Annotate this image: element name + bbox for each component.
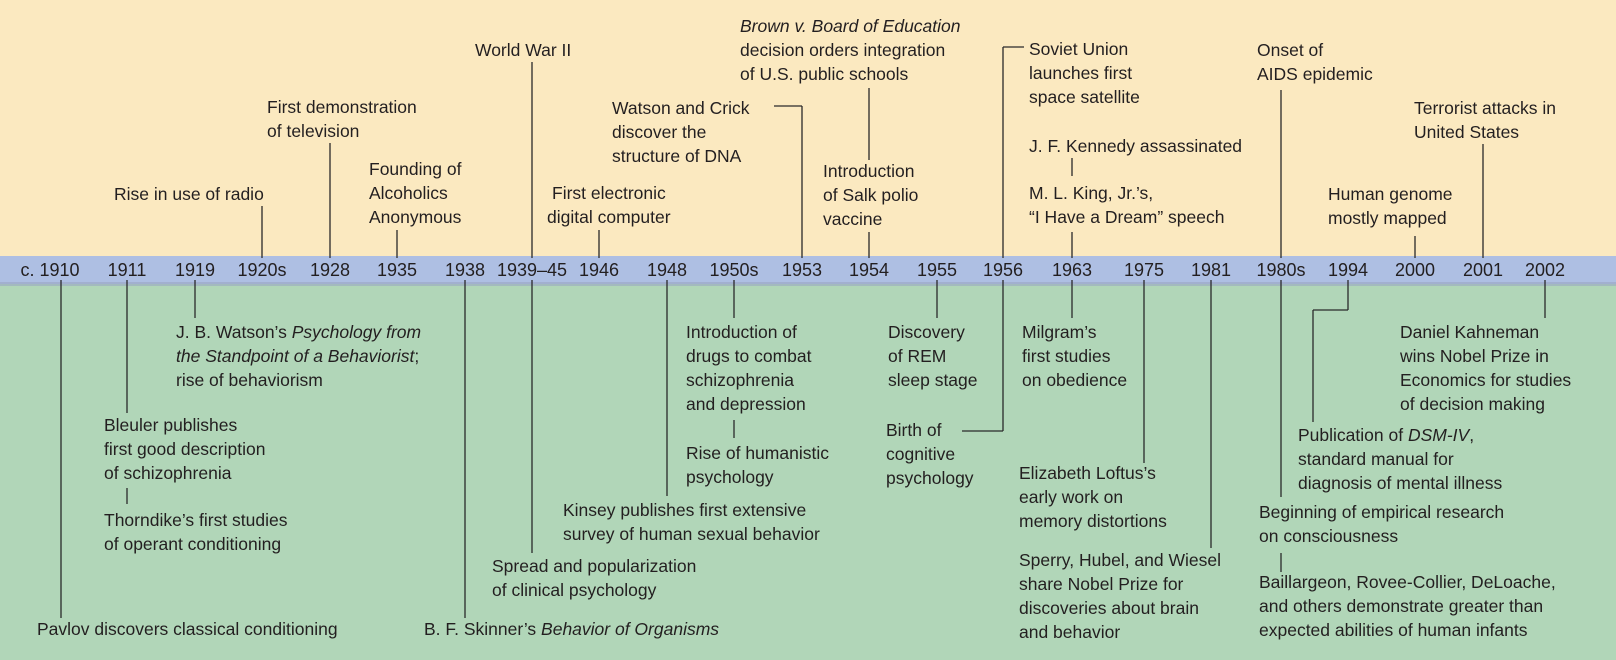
event-line: survey of human sexual behavior (563, 524, 820, 544)
event-king (1029, 181, 1225, 229)
event-line: share Nobel Prize for (1019, 574, 1184, 594)
tick-label: 1948 (646, 260, 688, 280)
event-line: AIDS epidemic (1257, 64, 1373, 84)
event-text-italic: Psychology from (291, 322, 422, 342)
event-line: rise of behaviorism (176, 370, 323, 390)
event-line: Thorndike’s first studies (104, 510, 288, 530)
event-line: of television (267, 121, 360, 141)
event-line: Founding of (369, 159, 462, 179)
event-line: First electronic (552, 183, 666, 203)
tick-label: 1994 (1327, 260, 1369, 280)
event-bleuler (104, 413, 265, 485)
event-line: of operant conditioning (104, 534, 282, 554)
event-text: Publication of (1298, 425, 1408, 445)
event-skinner (424, 617, 719, 641)
event-line: wins Nobel Prize in (1400, 346, 1549, 366)
event-line: space satellite (1029, 87, 1140, 107)
event-pavlov (37, 617, 338, 641)
event-dna (612, 96, 749, 168)
event-kennedy (1029, 134, 1242, 158)
event-line: schizophrenia (686, 370, 794, 390)
event-line: Birth of (886, 420, 942, 440)
event-line: early work on (1019, 487, 1124, 507)
event-line: drugs to combat (686, 346, 812, 366)
tick-label: 1956 (982, 260, 1024, 280)
event-line: Daniel Kahneman (1400, 322, 1540, 342)
event-line: launches first (1029, 63, 1133, 83)
event-clinical (492, 554, 696, 602)
event-line: Beginning of empirical research (1259, 502, 1505, 522)
event-line: Introduction (823, 161, 915, 181)
event-line: vaccine (823, 209, 883, 229)
tick-label: 1980s (1256, 260, 1306, 280)
event-line (176, 344, 421, 368)
event-salk (823, 159, 918, 231)
event-loftus (1019, 461, 1167, 533)
event-line: of U.S. public schools (740, 64, 909, 84)
tick-label: 2000 (1394, 260, 1436, 280)
event-text: ; (414, 346, 420, 366)
event-line: First demonstration (267, 97, 417, 117)
tick-label: 1939–45 (496, 260, 568, 280)
event-line: discover the (612, 122, 707, 142)
event-line: Sperry, Hubel, and Wiesel (1019, 550, 1221, 570)
event-line: Soviet Union (1029, 39, 1129, 59)
event-line: of Salk polio (823, 185, 919, 205)
event-text: , (1469, 425, 1475, 445)
tick-label: 1950s (709, 260, 759, 280)
event-kahneman (1400, 320, 1571, 416)
event-line: and behavior (1019, 622, 1121, 642)
event-line: Brown v. Board of Education (740, 16, 961, 36)
tick-label: 1935 (376, 260, 418, 280)
event-rem (888, 320, 978, 392)
tick-label: 1954 (848, 260, 890, 280)
event-dsm (1298, 423, 1502, 495)
event-infants (1259, 570, 1556, 642)
event-humanistic (686, 441, 829, 489)
event-line: Anonymous (369, 207, 462, 227)
event-genome (1328, 182, 1453, 230)
tick-label: 1911 (107, 260, 147, 280)
event-brown (740, 14, 961, 86)
tick-label: 1938 (444, 260, 486, 280)
event-line: Pavlov discovers classical conditioning (37, 619, 338, 639)
event-line: Introduction of (686, 322, 797, 342)
event-aids (1257, 38, 1373, 86)
tick-label: 1981 (1190, 260, 1232, 280)
tick-label: 1946 (578, 260, 620, 280)
event-line: sleep stage (888, 370, 978, 390)
event-line: of clinical psychology (492, 580, 657, 600)
event-radio (114, 182, 264, 206)
event-drugs (686, 320, 811, 416)
tick-label: 1919 (174, 260, 216, 280)
tick-label: 2002 (1524, 260, 1566, 280)
event-line: diagnosis of mental illness (1298, 473, 1503, 493)
tick-label: 1963 (1051, 260, 1093, 280)
event-line: United States (1414, 122, 1520, 142)
event-aa (369, 157, 461, 229)
event-text: J. B. Watson’s (176, 322, 292, 342)
tick-label: 1975 (1123, 260, 1165, 280)
event-line: of schizophrenia (104, 463, 232, 483)
event-cognitive (886, 418, 974, 490)
event-line: M. L. King, Jr.’s, (1029, 183, 1154, 203)
event-line: memory distortions (1019, 511, 1167, 531)
event-line: Baillargeon, Rovee-Collier, DeLoache, (1259, 572, 1556, 592)
event-line: Rise in use of radio (114, 184, 264, 204)
event-line: discoveries about brain (1019, 598, 1199, 618)
event-line: “I Have a Dream” speech (1029, 207, 1225, 227)
event-line: Watson and Crick (612, 98, 750, 118)
event-line (424, 617, 719, 641)
event-line: of decision making (1400, 394, 1545, 414)
event-milgram (1022, 320, 1127, 392)
event-line: first good description (104, 439, 266, 459)
event-line: J. F. Kennedy assassinated (1029, 136, 1243, 156)
event-line: Terrorist attacks in (1414, 98, 1556, 118)
event-line: Rise of humanistic (686, 443, 829, 463)
event-line: cognitive (886, 444, 956, 464)
event-line: standard manual for (1298, 449, 1454, 469)
event-line: and depression (686, 394, 806, 414)
event-line: psychology (686, 467, 774, 487)
tick-label: 1928 (309, 260, 351, 280)
event-computer (547, 181, 671, 229)
event-text-italic: DSM-IV (1407, 425, 1470, 445)
event-line: Bleuler publishes (104, 415, 238, 435)
event-line: of REM (888, 346, 947, 366)
event-line: Onset of (1257, 40, 1324, 60)
event-line: Discovery (888, 322, 965, 342)
event-line: Alcoholics (369, 183, 448, 203)
event-line (1298, 423, 1502, 447)
event-line: on obedience (1022, 370, 1128, 390)
event-line: structure of DNA (612, 146, 742, 166)
tick-label: 1955 (916, 260, 958, 280)
tick-label: 1953 (781, 260, 823, 280)
event-satellite (1029, 37, 1140, 109)
tick-label: c. 1910 (20, 260, 80, 280)
event-line: Economics for studies (1400, 370, 1572, 390)
event-ww2 (475, 38, 571, 62)
event-line: Spread and popularization (492, 556, 697, 576)
event-line: World War II (475, 40, 572, 60)
event-line: Elizabeth Loftus’s (1019, 463, 1156, 483)
event-television (267, 95, 417, 143)
event-line: mostly mapped (1328, 208, 1447, 228)
event-line (176, 320, 421, 344)
event-line: digital computer (547, 207, 671, 227)
event-line: decision orders integration (740, 40, 946, 60)
event-terror (1414, 96, 1556, 144)
event-line: on consciousness (1259, 526, 1399, 546)
event-thorndike (104, 508, 288, 556)
event-line: and others demonstrate greater than (1259, 596, 1544, 616)
event-text-italic: the Standpoint of a Behaviorist (176, 346, 415, 366)
event-line: Kinsey publishes first extensive (563, 500, 807, 520)
event-consciousness (1259, 500, 1504, 548)
event-text: B. F. Skinner’s (424, 619, 542, 639)
event-line: Human genome (1328, 184, 1453, 204)
event-line: expected abilities of human infants (1259, 620, 1528, 640)
tick-label: 1920s (237, 260, 287, 280)
event-sperry (1019, 548, 1221, 644)
event-kinsey (563, 498, 820, 546)
tick-label: 2001 (1462, 260, 1504, 280)
event-line: first studies (1022, 346, 1111, 366)
event-text-italic: Behavior of Organisms (541, 619, 720, 639)
event-line: psychology (886, 468, 974, 488)
event-watson (176, 320, 421, 392)
event-line: Milgram’s (1022, 322, 1097, 342)
